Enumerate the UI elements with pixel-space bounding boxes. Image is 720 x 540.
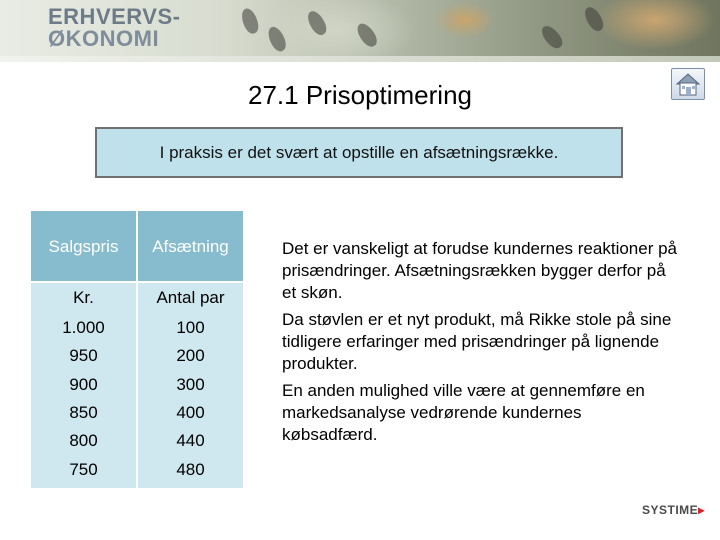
banner-stripe xyxy=(0,56,720,62)
table-cell: 750 xyxy=(69,460,98,479)
publisher-mark: ▸ xyxy=(698,503,705,517)
paragraph: Da støvlen er et nyt produkt, må Rikke stole på sine tidligere erfaringer med prisændringer på lignende produkter. xyxy=(282,310,672,373)
table-cell: 200 xyxy=(176,346,205,365)
footprint-decoration xyxy=(265,24,289,53)
table-cell: 100 xyxy=(176,318,205,337)
table-cell: 800 xyxy=(69,431,98,450)
table-cell: 950 xyxy=(69,346,98,365)
table-cell: 300 xyxy=(176,375,205,394)
header-banner xyxy=(0,0,720,62)
table-cell: 480 xyxy=(176,460,205,479)
unit-label: Kr. xyxy=(73,288,94,307)
paragraph: Det er vanskeligt at forudse kundernes reaktioner på prisændringer. Afsætningsrækken bygger derfor på et skøn. xyxy=(282,239,678,302)
publisher-logo xyxy=(642,503,705,517)
table-cell: 440 xyxy=(176,431,205,450)
footprint-decoration xyxy=(239,6,261,35)
table-cell: 400 xyxy=(176,403,205,422)
brand-logo xyxy=(48,6,180,50)
footprint-decoration xyxy=(304,8,329,38)
publisher-name: SYSTIME xyxy=(642,503,699,517)
header-salgspris: Salgspris xyxy=(48,237,119,256)
paragraph: En anden mulighed ville være at gennemføre en markedsanalyse vedrørende kundernes købsadfærd. xyxy=(282,381,645,444)
table-cell: 900 xyxy=(69,375,98,394)
page-title: 27.1 Prisoptimering xyxy=(248,80,472,110)
row-divider xyxy=(31,281,243,283)
unit-label: Antal par xyxy=(156,288,225,307)
footprint-decoration xyxy=(581,4,606,34)
footprint-decoration xyxy=(538,23,565,52)
banner-photo xyxy=(215,0,720,62)
logo-line1: ERHVERVS- xyxy=(48,4,181,29)
logo-line2: ØKONOMI xyxy=(48,26,160,51)
callout-box xyxy=(95,127,623,178)
callout-text: I praksis er det svært at opstille en afsætningsrække. xyxy=(159,142,559,162)
price-table xyxy=(31,211,243,488)
header-afsaetning: Afsætning xyxy=(152,237,229,256)
explanation-text xyxy=(282,238,677,451)
table-cell: 850 xyxy=(69,403,98,422)
footprint-decoration xyxy=(354,20,380,49)
table-cell: 1.000 xyxy=(62,318,105,337)
